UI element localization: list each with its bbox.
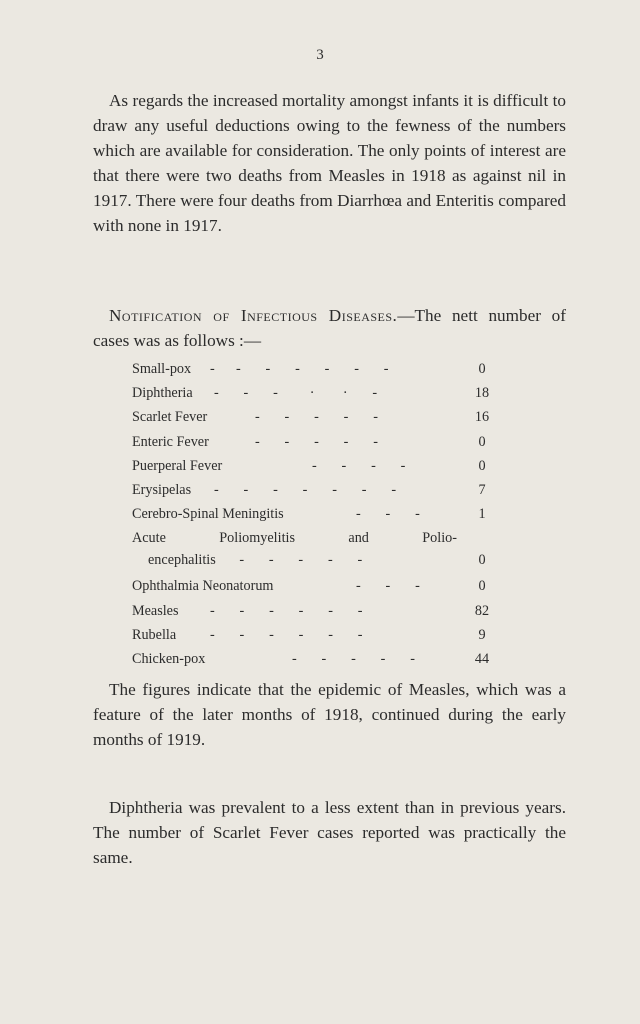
disease-name: Diphtheria (132, 385, 193, 402)
disease-value: 0 (478, 552, 486, 569)
disease-value: 7 (478, 481, 486, 498)
disease-value: 44 (474, 650, 490, 667)
disease-name: Measles (132, 602, 179, 619)
table-row (132, 647, 502, 671)
paragraph-diphtheria (93, 795, 566, 870)
leader-dash: - - - - (312, 457, 406, 474)
disease-name-word: Acute (132, 530, 166, 547)
leader-dash: - - - - - (255, 409, 378, 426)
leader-dash: - - - - - - (210, 626, 363, 643)
leader-dash: - - - · · - (214, 385, 378, 402)
leader-dash: - - - - - (239, 552, 363, 569)
leader-dash: - - - - - (255, 433, 378, 450)
notification-text: —The nett number of cases was as follows :— (93, 306, 566, 350)
disease-name: Rubella (132, 626, 177, 643)
leader-dash: - - - - - - - (214, 481, 397, 498)
disease-name-line1 (132, 526, 457, 550)
table-row (132, 357, 502, 381)
table-row (132, 623, 502, 647)
disease-name-line2 (148, 548, 362, 572)
paragraph-notification (93, 303, 566, 353)
disease-name: Puerperal Fever (132, 457, 223, 474)
leader-dash: - - - (356, 578, 420, 595)
leader-dash: - - - - - - (210, 602, 363, 619)
disease-name: Cerebro-Spinal Meningitis (132, 506, 284, 523)
table-row (132, 381, 502, 405)
table-row (132, 405, 502, 429)
disease-name: Ophthalmia Neonatorum (132, 578, 274, 595)
disease-name: Small-pox (132, 361, 192, 377)
paragraph-measles (93, 677, 566, 752)
paragraph-infant-mortality (93, 88, 566, 238)
leader-dash: - - - (356, 506, 420, 523)
disease-name: Chicken-pox (132, 650, 206, 667)
paragraph-measles-text: The figures indicate that the epidemic of Measles, which was a feature of the later months of 1918, continued during the early months of 1919. (93, 680, 566, 749)
disease-value: 0 (478, 433, 486, 450)
leader-dash: - - - - - (292, 650, 415, 667)
disease-name-word: Poliomyelitis (219, 530, 295, 547)
disease-value: 82 (474, 602, 490, 619)
table-row (132, 574, 502, 598)
disease-name-word: encephalitis (148, 552, 216, 569)
disease-table (132, 357, 502, 671)
disease-name-word: and (348, 530, 369, 547)
table-row (132, 502, 502, 526)
disease-value: 0 (478, 578, 486, 595)
disease-name: Scarlet Fever (132, 409, 208, 426)
disease-value: 1 (478, 506, 486, 523)
table-row (132, 478, 502, 502)
leader-dash: - - - - - - - (210, 361, 389, 377)
table-row (132, 526, 502, 574)
section-heading: Notification of Infectious Diseases. (109, 306, 398, 325)
disease-value: 9 (478, 626, 486, 643)
page-number: 3 (316, 47, 324, 63)
table-row (132, 454, 502, 478)
disease-name-word: Polio- (422, 530, 457, 547)
disease-value: 16 (474, 409, 490, 426)
table-row (132, 430, 502, 454)
disease-name: Erysipelas (132, 481, 192, 498)
disease-value: 0 (478, 457, 486, 474)
table-row (132, 599, 502, 623)
disease-name: Enteric Fever (132, 433, 209, 450)
paragraph-infant-mortality-text: As regards the increased mortality amongst infants it is difficult to draw any useful deductions owing to the fewness of the numbers which are available for consideration. The only points of interest are that there were two deaths from Measles in 1918 as against nil in 1917. There were four deaths from Diarrhœa and Enteritis compared with none in 1917. (93, 91, 566, 235)
disease-value: 0 (478, 361, 486, 377)
paragraph-diphtheria-text: Diphtheria was prevalent to a less extent than in previous years. The number of Scarlet Fever cases reported was practically the same. (93, 798, 566, 867)
disease-value: 18 (474, 385, 490, 402)
